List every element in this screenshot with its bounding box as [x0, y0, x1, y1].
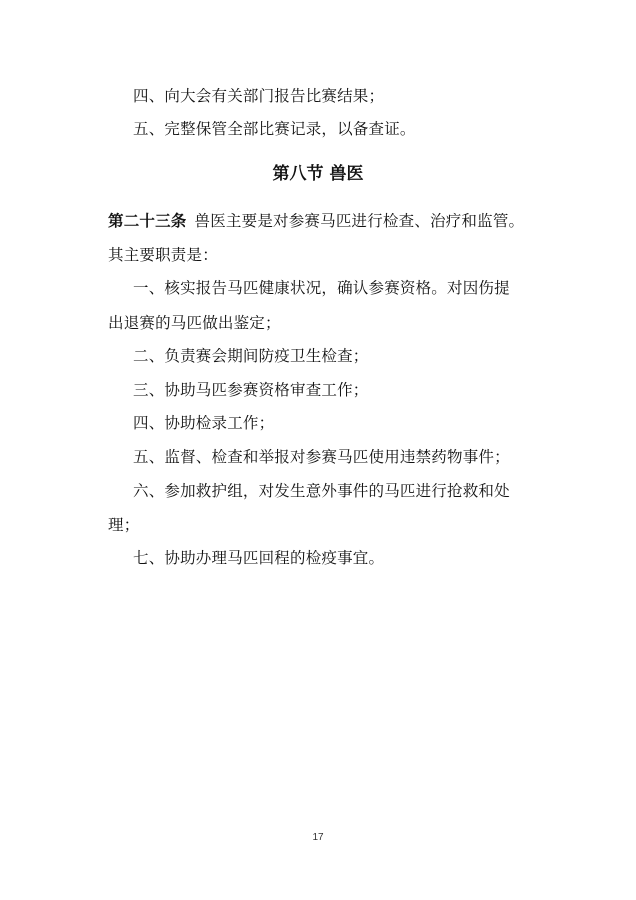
duty-item-3: 三、协助马匹参赛资格审查工作； — [133, 381, 369, 399]
duty-item-1-continued: 出退赛的马匹做出鉴定； — [108, 314, 281, 332]
duty-item-4: 四、协助检录工作； — [133, 414, 275, 432]
article-text-continued: 其主要职责是： — [108, 246, 218, 264]
article-paragraph — [108, 211, 524, 231]
duty-item-5: 五、监督、检查和举报对参赛马匹使用违禁药物事件； — [133, 448, 510, 466]
duty-item-1: 一、核实报告马匹健康状况，确认参赛资格。对因伤提 — [133, 279, 510, 297]
page-number: 17 — [312, 832, 324, 843]
duty-item-7: 七、协助办理马匹回程的检疫事宜。 — [133, 549, 385, 567]
article-label: 第二十三条 — [108, 212, 187, 230]
prev-item-4: 四、向大会有关部门报告比赛结果； — [133, 87, 385, 105]
duty-item-6-continued: 理； — [108, 516, 140, 534]
duty-item-2: 二、负责赛会期间防疫卫生检查； — [133, 347, 369, 365]
article-text: 兽医主要是对参赛马匹进行检查、治疗和监管。 — [194, 212, 525, 230]
section-title: 第八节 兽医 — [272, 164, 364, 184]
prev-item-5: 五、完整保管全部比赛记录，以备查证。 — [133, 120, 416, 138]
duty-item-6: 六、参加救护组，对发生意外事件的马匹进行抢救和处 — [133, 482, 510, 500]
